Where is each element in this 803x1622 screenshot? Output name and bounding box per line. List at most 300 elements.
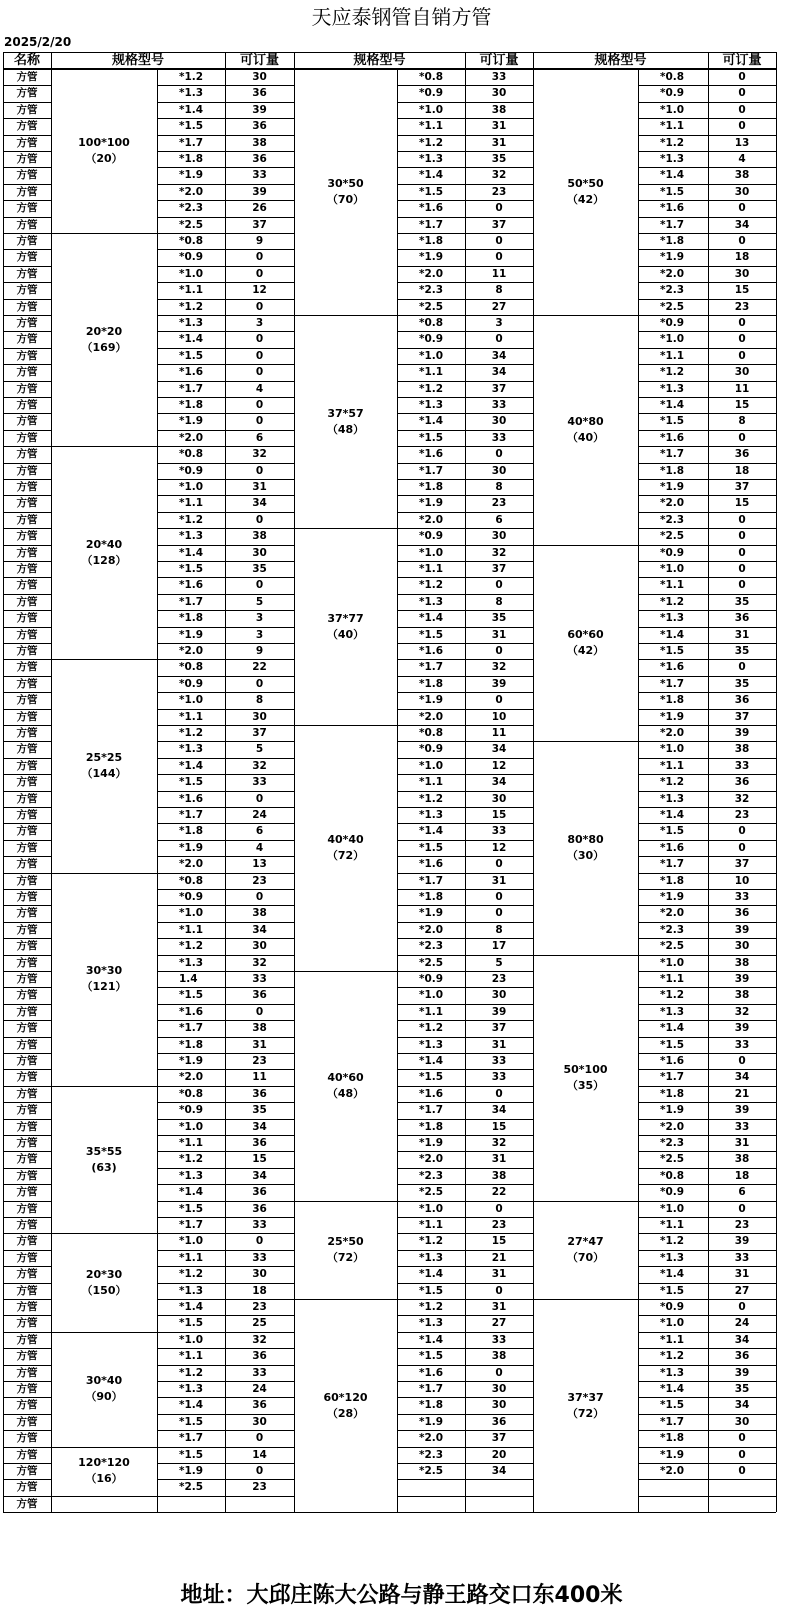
model-cell: *1.6	[660, 841, 685, 854]
row-name: 方管	[16, 645, 38, 657]
qty-cell: 38	[734, 989, 750, 1002]
row-name: 方管	[16, 661, 38, 674]
qty-cell: 30	[734, 940, 750, 953]
qty-cell: 37	[734, 710, 750, 723]
qty-cell: 33	[491, 431, 507, 444]
row-name: 方管	[16, 612, 38, 625]
row-name: 方管	[16, 251, 38, 264]
model-cell: *1.3	[179, 530, 204, 543]
qty-cell: 0	[495, 1087, 503, 1100]
qty-cell: 36	[252, 1202, 267, 1215]
row-name: 方管	[16, 1120, 38, 1133]
model-cell: *1.4	[179, 759, 204, 772]
model-cell: *1.4	[419, 169, 444, 182]
model-cell: *1.2	[660, 776, 685, 789]
qty-cell: 30	[491, 792, 507, 805]
model-cell: *1.3	[179, 317, 204, 329]
model-cell: *1.0	[419, 546, 444, 559]
qty-cell: 31	[491, 120, 507, 133]
row-name: 方管	[16, 825, 38, 838]
qty-cell: 21	[734, 1087, 750, 1100]
qty-cell: 9	[255, 645, 264, 657]
row-name: 方管	[16, 874, 38, 887]
model-cell: *1.0	[660, 743, 685, 756]
column-divider	[533, 52, 534, 1512]
qty-cell: 27	[491, 1317, 507, 1330]
qty-cell: 15	[252, 1153, 267, 1166]
qty-cell: 33	[734, 759, 750, 772]
spec-size: 30*40	[85, 1374, 123, 1388]
model-cell: *2.5	[419, 1465, 444, 1477]
model-cell: *1.3	[419, 1317, 444, 1330]
qty-cell: 8	[738, 415, 746, 428]
model-cell: *2.3	[419, 1169, 444, 1182]
model-cell: *2.0	[419, 710, 444, 723]
model-cell: *1.2	[179, 300, 204, 313]
qty-cell: 33	[252, 776, 267, 789]
qty-cell: 36	[252, 1186, 267, 1199]
model-cell: *1.1	[179, 1251, 204, 1264]
qty-cell: 30	[491, 87, 507, 100]
model-cell: *1.2	[179, 1268, 204, 1281]
qty-cell: 11	[491, 267, 507, 280]
model-cell: *1.1	[419, 366, 444, 379]
row-name: 方管	[16, 1432, 38, 1445]
qty-cell: 36	[252, 1350, 267, 1363]
model-cell: *1.5	[419, 841, 444, 854]
model-cell: *1.9	[660, 1448, 685, 1461]
model-cell: *1.0	[179, 694, 204, 707]
row-name: 方管	[16, 1137, 38, 1149]
model-cell: *2.0	[179, 858, 204, 871]
row-name: 方管	[16, 267, 38, 280]
row-name: 方管	[16, 743, 38, 756]
qty-cell: 30	[252, 1415, 267, 1428]
qty-cell: 34	[734, 218, 750, 231]
header-qty: 可订量	[465, 52, 533, 69]
qty-cell: 0	[738, 103, 746, 116]
qty-cell: 0	[738, 546, 746, 559]
spec-count: （169）	[81, 340, 127, 354]
model-cell: *1.8	[660, 1087, 685, 1100]
spec-group	[51, 1233, 157, 1331]
model-cell: *0.9	[179, 251, 204, 264]
qty-cell: 32	[491, 661, 507, 674]
row-name: 方管	[16, 776, 38, 789]
spec-count: （35）	[566, 1078, 605, 1092]
model-cell: *1.5	[179, 563, 204, 575]
model-cell: *1.3	[179, 1284, 204, 1297]
model-cell: *1.4	[660, 1268, 685, 1281]
model-cell: *1.2	[179, 1153, 204, 1166]
qty-cell: 35	[734, 645, 750, 657]
qty-cell: 9	[255, 235, 264, 247]
row-name: 方管	[16, 431, 38, 444]
model-cell: *1.1	[660, 1219, 685, 1231]
model-cell: *1.4	[179, 103, 204, 116]
row-name: 方管	[16, 153, 38, 165]
qty-cell: 38	[491, 1350, 507, 1363]
qty-cell: 0	[738, 87, 746, 100]
model-cell: *1.7	[419, 874, 444, 887]
model-cell: *0.9	[660, 546, 685, 559]
qty-cell: 37	[252, 727, 267, 739]
qty-cell: 15	[491, 1235, 507, 1248]
qty-cell: 30	[491, 1399, 507, 1412]
qty-cell: 3	[495, 317, 503, 329]
qty-cell: 30	[491, 530, 507, 543]
model-cell: *1.0	[179, 907, 204, 920]
model-cell: *1.3	[179, 743, 204, 756]
qty-cell: 36	[734, 448, 750, 461]
qty-cell: 6	[255, 825, 264, 838]
spec-size: 37*77	[327, 611, 364, 625]
qty-cell: 37	[491, 218, 507, 231]
model-cell: *1.6	[660, 431, 685, 444]
qty-cell: 35	[252, 1104, 267, 1117]
qty-cell: 35	[491, 153, 507, 165]
qty-cell: 0	[738, 563, 746, 575]
spec-size: 25*50	[327, 1234, 364, 1248]
spec-size: 20*30	[85, 1267, 123, 1281]
row-name: 方管	[16, 1038, 38, 1051]
qty-cell: 0	[738, 1432, 746, 1445]
model-cell: *1.7	[419, 1383, 444, 1395]
row-name: 方管	[16, 218, 38, 231]
row-divider	[3, 52, 776, 53]
row-name: 方管	[16, 628, 38, 641]
qty-cell: 0	[255, 1005, 264, 1018]
model-cell: *1.2	[419, 136, 444, 149]
row-name: 方管	[16, 399, 38, 411]
column-divider	[51, 52, 52, 1512]
qty-cell: 33	[734, 1120, 750, 1133]
qty-cell: 36	[734, 694, 750, 707]
model-cell: *1.7	[179, 809, 204, 821]
model-cell: *0.9	[660, 87, 685, 100]
qty-cell: 0	[495, 694, 503, 707]
model-cell: *1.3	[179, 1383, 204, 1395]
row-name: 方管	[16, 415, 38, 428]
qty-cell: 34	[734, 1399, 750, 1412]
model-cell: *2.3	[660, 923, 685, 936]
model-cell: *1.2	[660, 366, 685, 379]
qty-cell: 38	[252, 530, 267, 543]
qty-cell: 0	[255, 349, 264, 362]
row-name: 方管	[16, 366, 38, 379]
spec-group	[294, 528, 397, 725]
model-cell: *1.4	[179, 333, 204, 346]
qty-cell: 0	[738, 1465, 746, 1477]
qty-cell: 0	[495, 579, 503, 592]
model-cell: *1.2	[660, 989, 685, 1002]
model-cell: *1.6	[660, 1055, 685, 1067]
model-cell: *1.9	[179, 841, 204, 854]
qty-cell: 34	[491, 1465, 507, 1477]
qty-cell: 0	[255, 399, 264, 411]
qty-cell: 23	[252, 874, 267, 887]
row-name: 方管	[16, 448, 38, 461]
row-name: 方管	[16, 300, 38, 313]
model-cell: *1.1	[179, 497, 204, 510]
row-name: 方管	[16, 907, 38, 920]
qty-cell: 24	[734, 1317, 750, 1330]
model-cell: *1.3	[419, 399, 444, 411]
qty-cell: 15	[734, 284, 750, 297]
model-cell: *1.7	[419, 218, 444, 231]
model-cell: *1.3	[660, 382, 685, 395]
qty-cell: 33	[734, 891, 750, 903]
qty-cell: 0	[738, 120, 746, 133]
qty-cell: 8	[495, 595, 503, 608]
model-cell: *1.5	[660, 825, 685, 838]
model-cell: *1.3	[660, 1251, 685, 1264]
model-cell: *2.0	[179, 645, 204, 657]
qty-cell: 37	[491, 382, 507, 395]
model-cell: *1.9	[179, 415, 204, 428]
qty-cell: 25	[252, 1317, 267, 1330]
model-cell: *0.8	[179, 1087, 204, 1100]
spec-count: （72）	[566, 1406, 605, 1420]
model-cell: *0.8	[179, 874, 204, 887]
model-cell: *1.8	[419, 235, 444, 247]
row-name: 方管	[16, 497, 38, 510]
model-cell: *1.3	[419, 153, 444, 165]
qty-cell: 0	[738, 1202, 746, 1215]
model-cell: *2.0	[660, 727, 685, 739]
qty-cell: 32	[734, 1005, 750, 1018]
qty-cell: 3	[255, 628, 264, 641]
model-cell: *1.1	[179, 923, 204, 936]
spec-count: （48）	[326, 422, 365, 436]
model-cell: *1.5	[419, 431, 444, 444]
model-cell: *1.5	[660, 415, 685, 428]
qty-cell: 31	[491, 1038, 507, 1051]
model-cell: *1.4	[419, 415, 444, 428]
model-cell: *1.8	[179, 399, 204, 411]
qty-cell: 36	[734, 776, 750, 789]
qty-cell: 39	[491, 677, 507, 690]
row-name: 方管	[16, 1383, 38, 1395]
model-cell: *0.8	[419, 727, 444, 739]
qty-cell: 36	[252, 1087, 267, 1100]
spec-count: （70）	[566, 1250, 605, 1264]
spec-count: （42）	[566, 643, 605, 657]
qty-cell: 37	[491, 1022, 507, 1035]
qty-cell: 34	[491, 776, 507, 789]
model-cell: *1.1	[179, 1137, 204, 1149]
qty-cell: 33	[491, 71, 507, 83]
row-name: 方管	[16, 956, 38, 969]
qty-cell: 32	[252, 1333, 267, 1346]
model-cell: *1.5	[419, 1284, 444, 1297]
model-cell: *1.9	[419, 694, 444, 707]
qty-cell: 34	[491, 366, 507, 379]
model-cell: *1.2	[179, 727, 204, 739]
spec-size: 40*60	[327, 1070, 364, 1084]
qty-cell: 30	[491, 1383, 507, 1395]
qty-cell: 36	[734, 907, 750, 920]
qty-cell: 27	[491, 300, 507, 313]
qty-cell: 34	[491, 349, 507, 362]
model-cell: *1.0	[660, 1317, 685, 1330]
qty-cell: 0	[738, 317, 746, 329]
qty-cell: 23	[252, 1301, 267, 1313]
qty-cell: 0	[495, 251, 503, 264]
qty-cell: 23	[252, 1481, 267, 1494]
qty-cell: 31	[491, 1153, 507, 1166]
spec-size: 30*30	[85, 964, 123, 978]
qty-cell: 34	[252, 497, 267, 510]
model-cell: *1.7	[179, 382, 204, 395]
spec-size: 80*80	[567, 832, 604, 846]
spec-group	[51, 1496, 157, 1512]
model-cell: *1.3	[660, 612, 685, 625]
row-name: 方管	[16, 891, 38, 903]
qty-cell: 0	[738, 513, 746, 526]
spec-size: 100*100	[78, 136, 130, 149]
row-name: 方管	[16, 136, 38, 149]
model-cell: *1.5	[179, 1448, 204, 1461]
qty-cell: 18	[252, 1284, 267, 1297]
qty-cell: 13	[734, 136, 750, 149]
row-name: 方管	[16, 841, 38, 854]
model-cell: *2.5	[660, 1153, 685, 1166]
model-cell: *1.6	[419, 1087, 444, 1100]
row-name: 方管	[16, 464, 38, 477]
spec-size: 60*120	[323, 1390, 368, 1404]
model-cell: *1.6	[419, 202, 444, 215]
qty-cell: 32	[491, 1137, 507, 1149]
column-divider	[638, 69, 639, 1512]
qty-cell: 39	[734, 923, 750, 936]
qty-cell: 10	[491, 710, 507, 723]
row-name: 方管	[16, 792, 38, 805]
spec-count: （72）	[326, 849, 365, 862]
model-cell: *1.8	[660, 1432, 685, 1445]
qty-cell: 0	[495, 858, 503, 871]
qty-cell: 27	[734, 1284, 750, 1297]
model-cell: *1.5	[660, 1038, 685, 1051]
qty-cell: 10	[734, 874, 750, 887]
model-cell: *1.8	[419, 677, 444, 690]
model-cell: *1.5	[179, 776, 204, 789]
qty-cell: 33	[252, 1251, 267, 1264]
spec-size: 60*60	[567, 627, 604, 641]
spec-size: 40*80	[567, 414, 604, 428]
qty-cell: 33	[734, 1038, 750, 1051]
qty-cell: 39	[252, 103, 267, 116]
spec-count: （128）	[81, 553, 127, 567]
address-footer: 地址：大邱庄陈大公路与静王路交口东400米	[180, 1583, 623, 1608]
qty-cell: 33	[252, 169, 267, 182]
row-name: 方管	[16, 858, 38, 871]
qty-cell: 0	[738, 333, 746, 346]
qty-cell: 15	[491, 1120, 507, 1133]
model-cell: *1.4	[660, 809, 685, 821]
qty-cell: 0	[495, 891, 503, 903]
model-cell: *2.5	[419, 1186, 444, 1199]
model-cell: *1.3	[660, 792, 685, 805]
model-cell: *1.4	[419, 825, 444, 838]
model-cell: *1.8	[179, 153, 204, 165]
spec-group	[51, 233, 157, 446]
qty-cell: 22	[491, 1186, 507, 1199]
row-name: 方管	[16, 1333, 38, 1346]
model-cell: *1.9	[419, 497, 444, 510]
row-name: 方管	[16, 546, 38, 559]
model-cell: *1.0	[419, 759, 444, 772]
model-cell: *1.7	[660, 448, 685, 461]
row-name: 方管	[16, 1350, 38, 1363]
model-cell: *0.8	[419, 71, 444, 83]
spec-count: （40）	[326, 627, 365, 641]
row-name: 方管	[16, 727, 38, 739]
qty-cell: 35	[491, 612, 507, 625]
qty-cell: 3	[255, 612, 264, 625]
model-cell: *1.9	[419, 251, 444, 264]
model-cell: *1.0	[419, 103, 444, 116]
model-cell: *1.1	[660, 349, 685, 362]
qty-cell: 8	[495, 481, 503, 493]
qty-cell: 24	[252, 1383, 267, 1395]
qty-cell: 34	[252, 1169, 267, 1182]
qty-cell: 36	[734, 612, 750, 625]
model-cell: *1.9	[660, 251, 685, 264]
qty-cell: 23	[252, 1055, 267, 1067]
qty-cell: 0	[738, 202, 746, 215]
model-cell: *1.5	[419, 1350, 444, 1363]
qty-cell: 33	[491, 1055, 507, 1067]
model-cell: *1.8	[660, 694, 685, 707]
model-cell: *1.0	[179, 1120, 204, 1133]
row-name: 方管	[16, 579, 38, 592]
spec-group	[51, 1332, 157, 1447]
spec-count: （48）	[326, 1086, 365, 1100]
qty-cell: 38	[734, 743, 750, 756]
qty-cell: 0	[738, 1448, 746, 1461]
qty-cell: 34	[734, 1071, 750, 1084]
qty-cell: 11	[734, 382, 750, 395]
qty-cell: 0	[255, 333, 264, 346]
model-cell: *0.9	[660, 317, 685, 329]
model-cell: *1.5	[179, 1415, 204, 1428]
model-cell: *1.2	[660, 136, 685, 149]
spec-count: （72）	[326, 1250, 365, 1264]
model-cell: *1.7	[660, 218, 685, 231]
model-cell: *1.3	[660, 1366, 685, 1379]
model-cell: *1.4	[179, 1186, 204, 1199]
qty-cell: 6	[495, 513, 503, 526]
qty-cell: 0	[495, 448, 503, 461]
qty-cell: 31	[491, 628, 507, 641]
model-cell: *1.0	[419, 1202, 444, 1215]
qty-cell: 39	[734, 727, 750, 739]
spec-count: （144）	[81, 766, 127, 780]
qty-cell: 37	[734, 858, 750, 871]
spec-size: 37*37	[567, 1390, 604, 1404]
qty-cell: 31	[491, 1268, 507, 1281]
qty-cell: 36	[491, 1415, 507, 1428]
spec-size: 20*20	[85, 324, 123, 338]
model-cell: *2.3	[660, 1137, 685, 1149]
qty-cell: 36	[252, 87, 267, 100]
model-cell: *1.4	[179, 1301, 204, 1313]
row-name: 方管	[16, 1251, 38, 1264]
model-cell: *2.0	[660, 1120, 685, 1133]
row-name: 方管	[16, 481, 38, 493]
model-cell: *1.7	[419, 1104, 444, 1117]
